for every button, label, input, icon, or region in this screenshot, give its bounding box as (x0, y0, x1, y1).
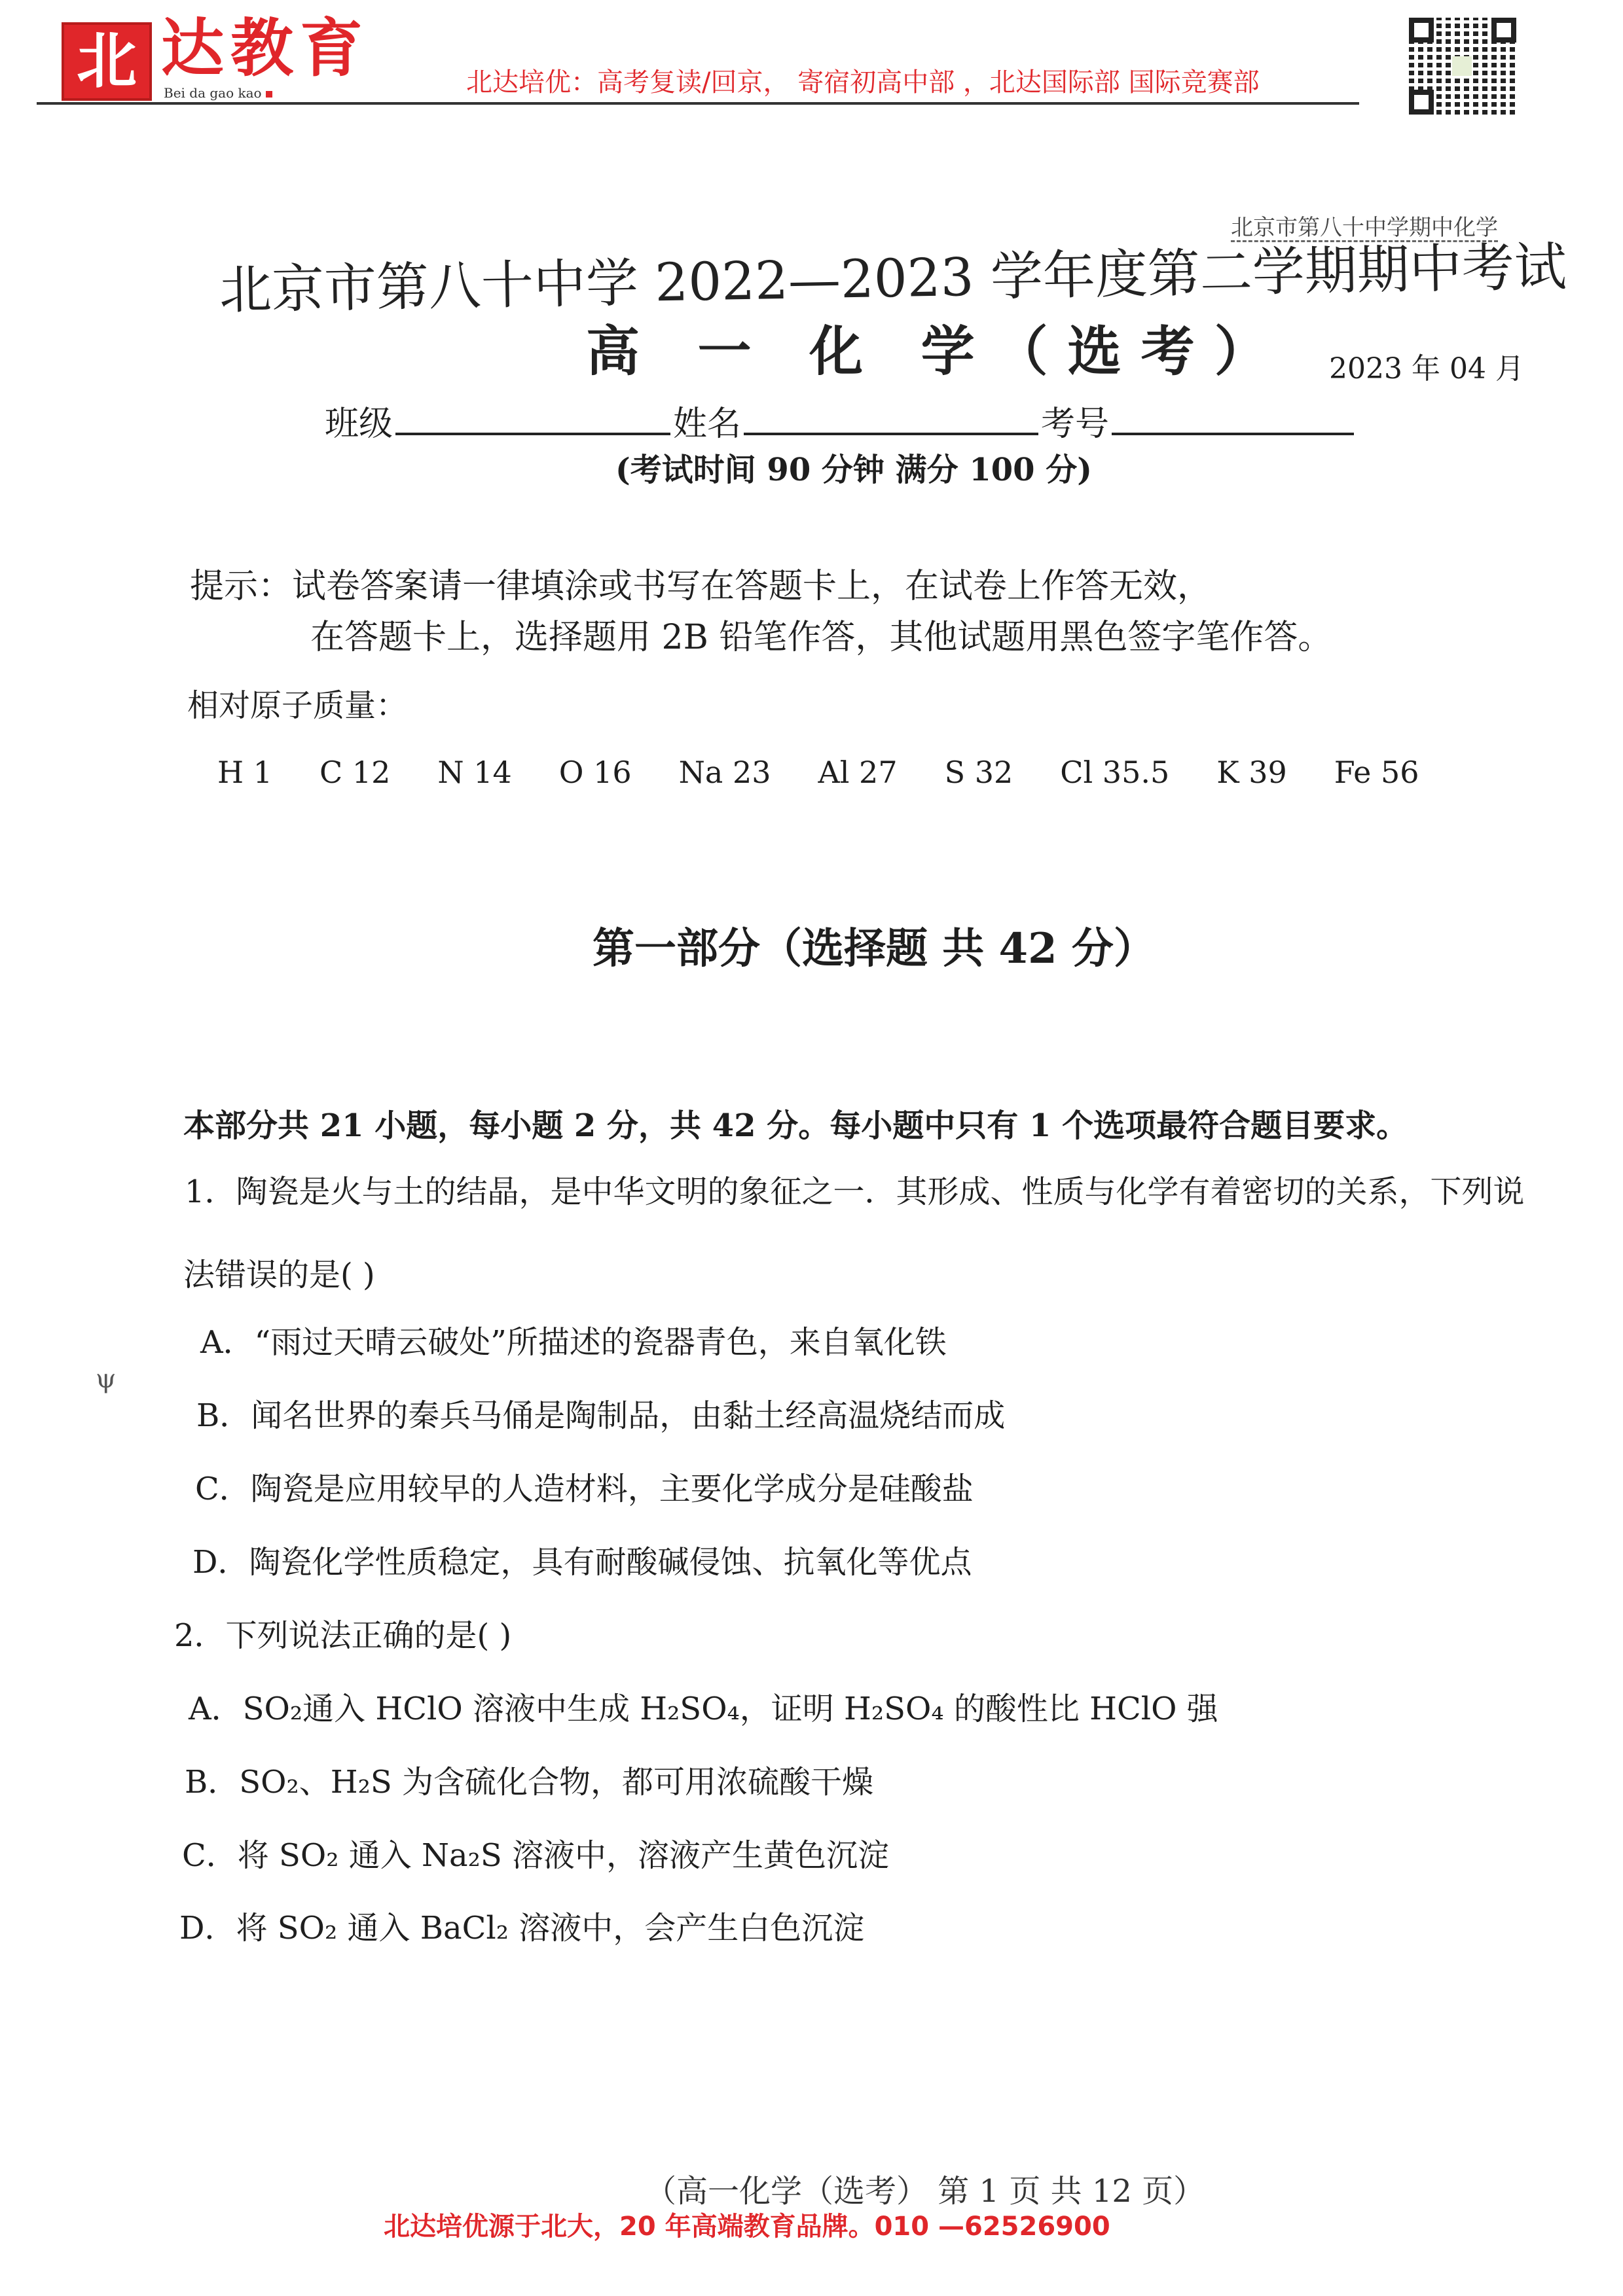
class-label: 班级 (325, 404, 393, 444)
class-field[interactable] (395, 433, 670, 435)
header-divider (37, 102, 1359, 105)
atomic-mass: Al 27 (818, 755, 898, 790)
promo-footer: 北达培优源于北大，20 年高端教育品牌。010 —62526900 (384, 2212, 1110, 2242)
question-1-option-b: B．闻名世界的秦兵马俑是陶制品，由黏土经高温烧结而成 (196, 1397, 1006, 1434)
question-1-option-a: A．“雨过天晴云破处”所描述的瓷器青色，来自氧化铁 (200, 1324, 947, 1361)
qr-finder-icon (1409, 90, 1434, 115)
atomic-mass: Cl 35.5 (1060, 755, 1170, 790)
question-2-stem: 2．下列说法正确的是( ) (174, 1617, 512, 1654)
logo-dot-icon (266, 91, 272, 98)
atomic-mass: O 16 (558, 755, 632, 790)
notice-line-1: 提示：试卷答案请一律填涂或书写在答题卡上，在试卷上作答无效， (190, 567, 1212, 606)
notice-line-2: 在答题卡上，选择题用 2B 铅笔作答，其他试题用黑色签字笔作答。 (310, 618, 1332, 657)
exam-title: 北京市第八十中学 2022—2023 学年度第二学期期中考试 (219, 236, 1567, 321)
logo-subtitle (164, 86, 272, 99)
part-one-heading: 第一部分（选择题 共 42 分） (593, 924, 1156, 973)
qr-finder-icon (1409, 18, 1434, 43)
atomic-mass: N 14 (437, 755, 512, 790)
exam-subtitle: 高 一 化 学（选考） (586, 320, 1288, 383)
atomic-mass: Na 23 (678, 755, 771, 790)
question-2-option-a: A．SO₂通入 HClO 溶液中生成 H₂SO₄，证明 H₂SO₄ 的酸性比 HClO 强 (189, 1691, 1218, 1727)
name-label: 姓名 (673, 404, 742, 444)
page-number-footer: （高一化学（选考） 第 1 页 共 12 页） (645, 2173, 1205, 2210)
student-info-fields (325, 406, 1357, 443)
question-1-stem: 1．陶瓷是火与土的结晶，是中华文明的象征之一．其形成、性质与化学有着密切的关系，下列说 (185, 1174, 1525, 1210)
part-one-instructions: 本部分共 21 小题，每小题 2 分，共 42 分。每小题中只有 1 个选项最符合题目要求。 (183, 1107, 1408, 1144)
exam-date: 2023 年 04 月 (1329, 352, 1524, 386)
school-stamp: 北京市第八十中学期中化学 (1231, 216, 1498, 242)
question-1-option-c: C．陶瓷是应用较早的人造材料，主要化学成分是硅酸盐 (195, 1471, 974, 1507)
question-1-stem-cont: 法错误的是( ) (183, 1257, 375, 1293)
atomic-mass-label: 相对原子质量： (187, 687, 408, 724)
atomic-mass: Fe 56 (1334, 755, 1419, 790)
atomic-mass-list (217, 756, 1467, 789)
id-field[interactable] (1112, 433, 1354, 435)
name-field[interactable] (744, 433, 1038, 435)
exam-time-info: (考试时间 90 分钟 满分 100 分) (615, 452, 1092, 488)
question-2-option-d: D．将 SO₂ 通入 BaCl₂ 溶液中，会产生白色沉淀 (179, 1910, 865, 1946)
margin-mark: ψ (96, 1364, 117, 1394)
id-label: 考号 (1041, 404, 1110, 444)
logo-text: 达教育 (161, 11, 369, 85)
logo-mark: 北 (62, 22, 152, 101)
header-slogan: 北达培优：高考复读/回京， 寄宿初高中部 ，北达国际部 国际竞赛部 (466, 67, 1260, 98)
question-1-option-d: D．陶瓷化学性质稳定，具有耐酸碱侵蚀、抗氧化等优点 (192, 1544, 972, 1581)
logo-subtitle-text: Bei da gao kao (164, 85, 262, 101)
atomic-mass: H 1 (217, 755, 273, 790)
atomic-mass: C 12 (319, 755, 391, 790)
question-2-option-c: C．将 SO₂ 通入 Na₂S 溶液中，溶液产生黄色沉淀 (182, 1837, 889, 1874)
atomic-mass: S 32 (944, 755, 1013, 790)
qr-logo-icon (1452, 56, 1472, 76)
qr-finder-icon (1491, 18, 1516, 43)
atomic-mass: K 39 (1216, 755, 1287, 790)
question-2-option-b: B．SO₂、H₂S 为含硫化合物，都可用浓硫酸干燥 (185, 1764, 873, 1801)
